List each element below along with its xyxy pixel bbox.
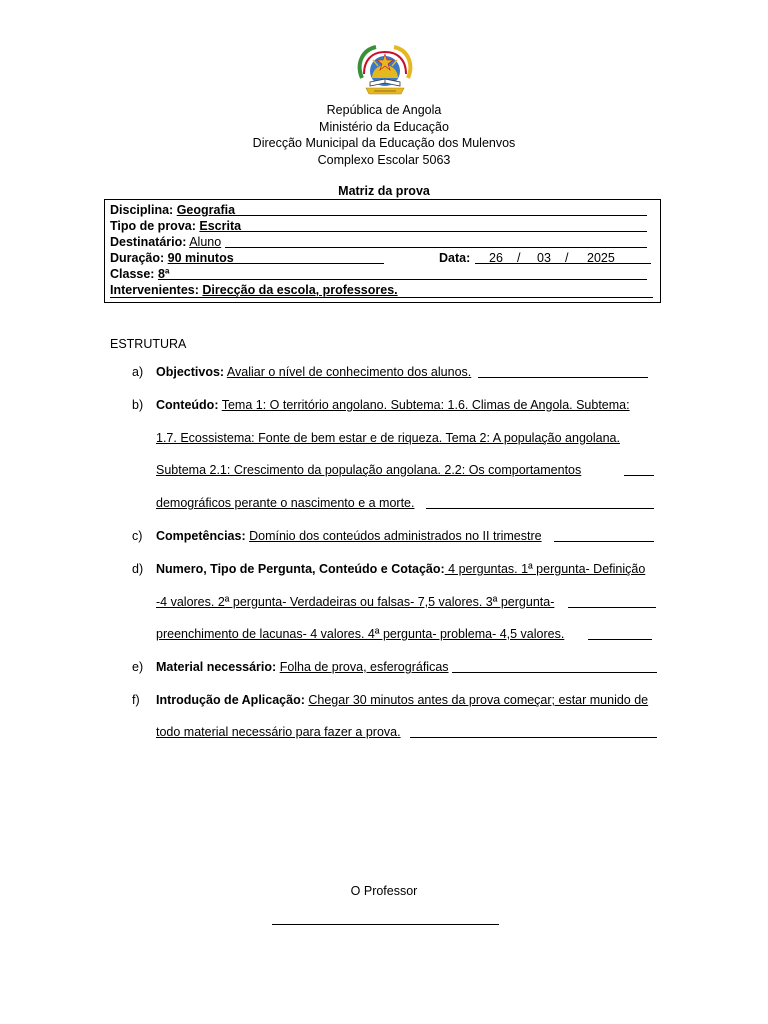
tipo-label: Tipo de prova: — [110, 219, 196, 233]
item-e-material — [156, 660, 449, 675]
item-c-label: Competências: — [156, 529, 246, 543]
classe-label: Classe: — [110, 267, 155, 281]
destinatario-fill-line — [225, 247, 647, 248]
item-b-conteudo — [156, 398, 630, 413]
tipo-fill-line — [241, 231, 647, 232]
header-school: Complexo Escolar 5063 — [317, 152, 451, 167]
classe-fill-line — [169, 279, 647, 280]
item-f-label: Introdução de Aplicação: — [156, 693, 305, 707]
item-a-label: Objectivos: — [156, 365, 225, 379]
intervenientes-value: Direcção da escola, professores. — [202, 283, 398, 297]
item-f-marker: f) — [132, 693, 140, 707]
item-a-objectivos — [156, 365, 471, 380]
classe-row — [110, 267, 170, 282]
item-f-line1: Chegar 30 minutos antes da prova começar; estar munido de — [308, 693, 649, 707]
disciplina-fill-line — [231, 215, 647, 216]
header-direction: Direcção Municipal da Educação dos Mulenvos — [252, 136, 516, 150]
data-year: 2025 — [587, 251, 615, 265]
estrutura-heading: ESTRUTURA — [110, 337, 187, 351]
intervenientes-row — [110, 283, 398, 298]
duracao-row — [110, 251, 234, 266]
data-month: 03 — [537, 251, 551, 265]
item-c-competencias — [156, 529, 542, 544]
data-day: 26 — [489, 251, 503, 265]
item-e-marker: e) — [132, 660, 144, 674]
signature-label: O Professor — [350, 884, 418, 898]
data-fill-line — [475, 263, 651, 264]
item-e-label: Material necessário: — [156, 660, 277, 674]
destinatario-label: Destinatário: — [110, 235, 187, 249]
item-b-line1: Tema 1: O território angolano. Subtema: 1.6. Climas de Angola. Subtema: — [221, 398, 630, 412]
item-f-line2-fill — [410, 737, 657, 738]
data-row — [439, 251, 470, 266]
item-b-line2-row — [156, 431, 620, 446]
item-c-marker: c) — [132, 529, 143, 543]
document-title: Matriz da prova — [338, 184, 430, 198]
item-d-numero — [156, 562, 645, 577]
header-republic: República de Angola — [326, 103, 442, 117]
item-b-label: Conteúdo: — [156, 398, 219, 412]
item-a-fill-line — [478, 377, 648, 378]
duracao-value: 90 minutos — [167, 251, 234, 265]
classe-value: 8ª — [157, 267, 170, 281]
item-b-line3-row — [156, 463, 581, 478]
item-b-line3-fill — [624, 475, 654, 476]
intervenientes-fill-line — [110, 297, 653, 298]
item-f-line2-row — [156, 725, 401, 740]
item-f-introducao — [156, 693, 648, 708]
tipo-row — [110, 219, 241, 234]
header-ministry: Ministério da Educação — [319, 119, 449, 134]
disciplina-row — [110, 203, 235, 218]
disciplina-label: Disciplina: — [110, 203, 174, 217]
duracao-label: Duração: — [110, 251, 165, 265]
item-f-line2: todo material necessário para fazer a prova. — [156, 725, 401, 739]
item-d-line3-row — [156, 627, 564, 642]
tipo-value: Escrita — [199, 219, 242, 233]
item-d-line1: 4 perguntas. 1ª pergunta- Definição — [444, 562, 646, 576]
item-c-text: Domínio dos conteúdos administrados no II trimestre — [249, 529, 542, 543]
item-b-line2: 1.7. Ecossistema: Fonte de bem estar e de riqueza. Tema 2: A população angolana. — [156, 431, 620, 445]
item-c-fill-line — [554, 541, 654, 542]
item-a-marker: a) — [132, 365, 144, 379]
item-d-line2-row — [156, 595, 554, 610]
item-a-text: Avaliar o nível de conhecimento dos alunos. — [226, 365, 472, 379]
item-b-line3: Subtema 2.1: Crescimento da população angolana. 2.2: Os comportamentos — [156, 463, 582, 477]
institution-header — [0, 102, 768, 168]
item-d-line2-fill — [568, 607, 656, 608]
item-e-text: Folha de prova, esferográficas — [279, 660, 449, 674]
data-separator-2: / — [565, 251, 569, 265]
item-d-line3: preenchimento de lacunas- 4 valores. 4ª pergunta- problema- 4,5 valores. — [156, 627, 565, 641]
item-d-marker: d) — [132, 562, 144, 576]
disciplina-value: Geografia — [176, 203, 236, 217]
signature-line — [272, 924, 499, 925]
item-d-line3-fill — [588, 639, 652, 640]
item-b-line4-row — [156, 496, 414, 511]
exam-info-box — [104, 199, 661, 303]
duracao-fill-line — [227, 263, 384, 264]
data-label: Data: — [439, 251, 471, 265]
item-b-marker: b) — [132, 398, 144, 412]
destinatario-row — [110, 235, 221, 250]
intervenientes-label: Intervenientes: — [110, 283, 199, 297]
item-b-line4-fill — [426, 508, 654, 509]
data-separator-1: / — [517, 251, 521, 265]
item-d-label: Numero, Tipo de Pergunta, Conteúdo e Cotação: — [156, 562, 445, 576]
item-e-fill-line — [452, 672, 657, 673]
item-d-line2: -4 valores. 2ª pergunta- Verdadeiras ou falsas- 7,5 valores. 3ª pergunta- — [156, 595, 555, 609]
destinatario-value: Aluno — [189, 235, 222, 249]
angola-coat-of-arms-icon — [354, 44, 416, 96]
item-b-line4: demográficos perante o nascimento e a morte. — [156, 496, 415, 510]
